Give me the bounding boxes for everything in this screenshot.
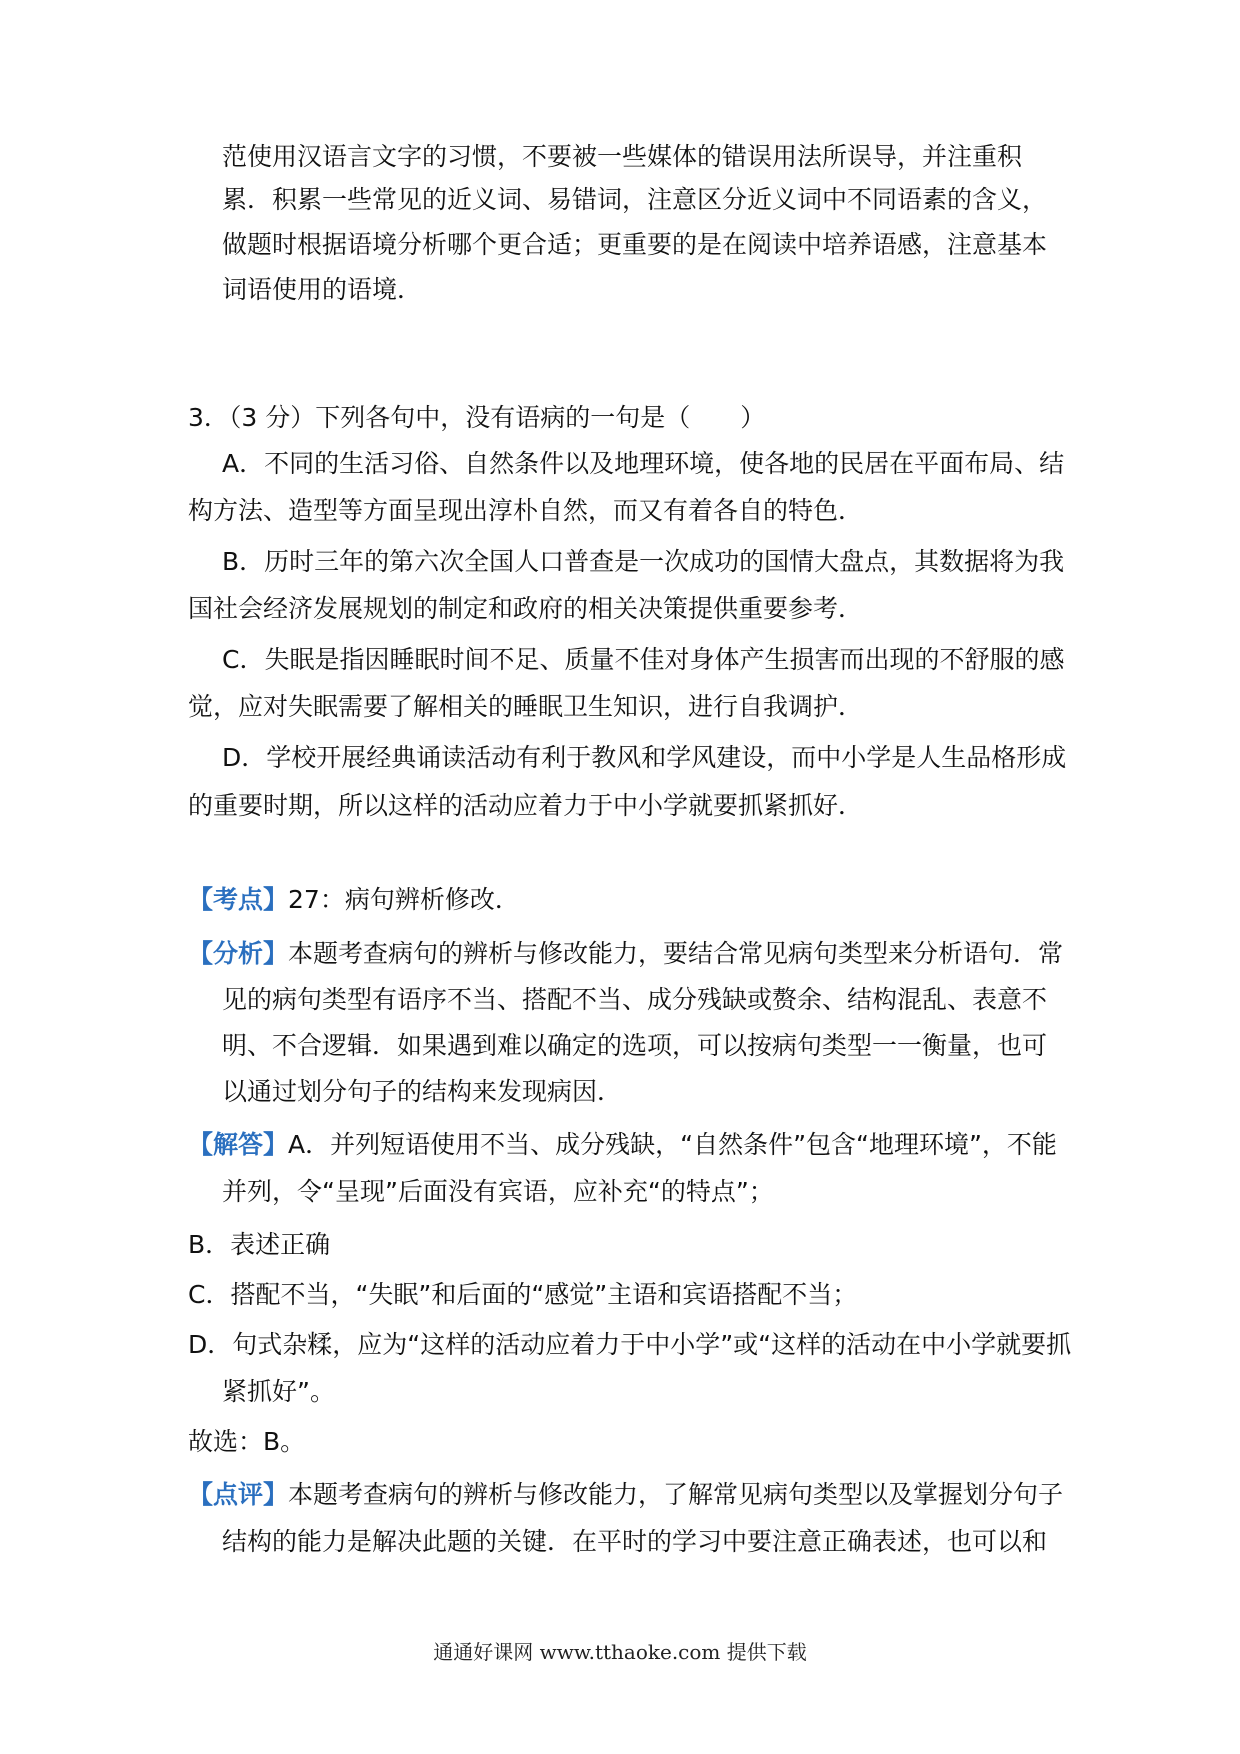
intro-line-2: 累．积累一些常见的近义词、易错词，注意区分近义词中不同语素的含义，: [222, 185, 1048, 214]
kaodian-text: 27：病句辨析修改．: [288, 885, 520, 914]
fenxi-line-4: 以通过划分句子的结构来发现病因．: [222, 1077, 623, 1106]
option-b-line-2: 国社会经济发展规划的制定和政府的相关决策提供重要参考．: [188, 594, 864, 623]
fenxi-row: [188, 937, 1063, 971]
kaodian-row: [188, 883, 520, 917]
jieda-row: [188, 1128, 1057, 1162]
jieda-tag: 【解答】: [188, 1130, 289, 1159]
jieda-line-1: A．并列短语使用不当、成分残缺，“自然条件”包含“地理环境”，不能: [288, 1130, 1057, 1159]
intro-line-1: 范使用汉语言文字的习惯，不要被一些媒体的错误用法所误导，并注重积: [222, 142, 1023, 171]
fenxi-line-3: 明、不合逻辑．如果遇到难以确定的选项，可以按病句类型一一衡量，也可: [222, 1031, 1048, 1060]
option-c-line-2: 觉，应对失眠需要了解相关的睡眠卫生知识，进行自我调护．: [188, 692, 864, 721]
jieda-c: C．搭配不当，“失眠”和后面的“感觉”主语和宾语搭配不当；: [188, 1280, 858, 1309]
dianping-line-2: 结构的能力是解决此题的关键．在平时的学习中要注意正确表述，也可以和: [222, 1527, 1048, 1556]
kaodian-tag: 【考点】: [188, 885, 289, 914]
option-d-line-2: 的重要时期，所以这样的活动应着力于中小学就要抓紧抓好．: [188, 791, 864, 820]
fenxi-line-1: 本题考查病句的辨析与修改能力，要结合常见病句类型来分析语句．常: [288, 939, 1064, 968]
option-a-line-2: 构方法、造型等方面呈现出淳朴自然，而又有着各自的特色．: [188, 496, 864, 525]
jieda-d-line-1: D．句式杂糅，应为“这样的活动应着力于中小学”或“这样的活动在中小学就要抓: [188, 1330, 1072, 1359]
jieda-b: B．表述正确: [188, 1230, 331, 1259]
jieda-d-line-2: 紧抓好”。: [222, 1377, 335, 1406]
page-footer: 通通好课网 www.tthaoke.com 提供下载: [433, 1640, 807, 1664]
option-d-line-1: D．学校开展经典诵读活动有利于教风和学风建设，而中小学是人生品格形成: [222, 743, 1067, 772]
fenxi-tag: 【分析】: [188, 939, 289, 968]
option-b-line-1: B．历时三年的第六次全国人口普查是一次成功的国情大盘点，其数据将为我: [222, 547, 1065, 576]
dianping-line-1: 本题考查病句的辨析与修改能力，了解常见病句类型以及掌握划分句子: [288, 1480, 1064, 1509]
option-c-line-1: C．失眠是指因睡眠时间不足、质量不佳对身体产生损害而出现的不舒服的感: [222, 645, 1065, 674]
jieda-answer: 故选：B。: [188, 1427, 306, 1456]
intro-line-3: 做题时根据语境分析哪个更合适；更重要的是在阅读中培养语感，注意基本: [222, 230, 1048, 259]
option-a-line-1: A．不同的生活习俗、自然条件以及地理环境，使各地的民居在平面布局、结: [222, 449, 1065, 478]
jieda-line-2: 并列，令“呈现”后面没有宾语，应补充“的特点”；: [222, 1177, 774, 1206]
dianping-row: [188, 1478, 1063, 1512]
dianping-tag: 【点评】: [188, 1480, 289, 1509]
intro-line-4: 词语使用的语境．: [222, 275, 423, 304]
question-stem: 3．（3 分）下列各句中，没有语病的一句是（ ）: [188, 403, 766, 432]
fenxi-line-2: 见的病句类型有语序不当、搭配不当、成分残缺或赘余、结构混乱、表意不: [222, 985, 1048, 1014]
